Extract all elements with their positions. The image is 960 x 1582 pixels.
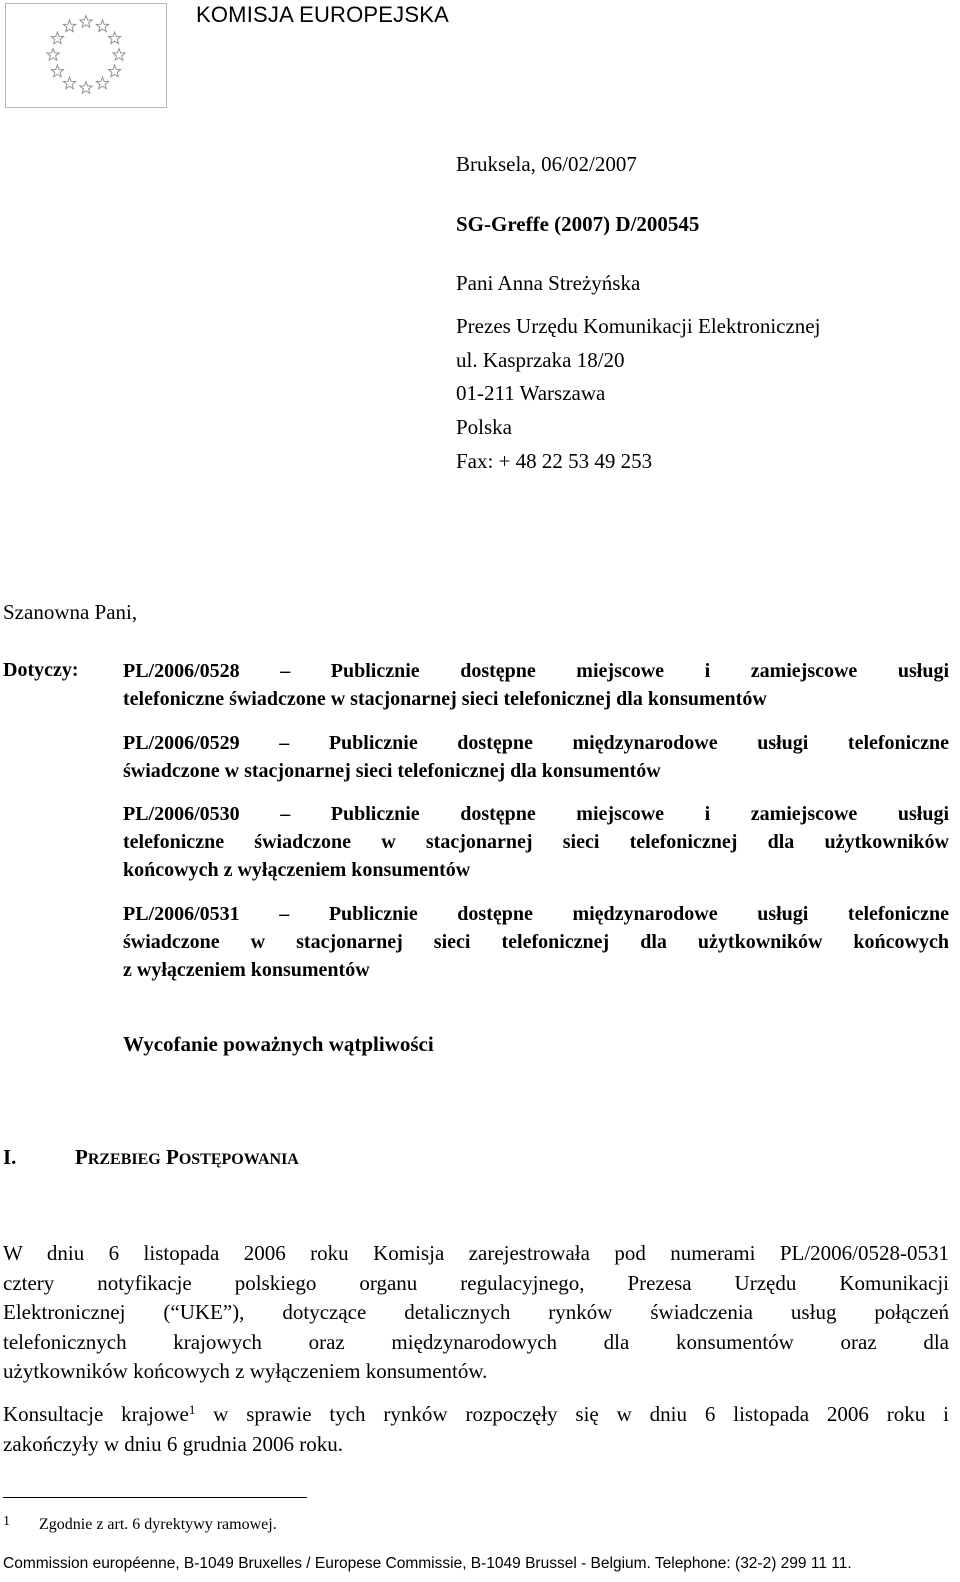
paragraph-line: zakończyły w dniu 6 grudnia 2006 roku. bbox=[3, 1431, 344, 1456]
star-icon bbox=[51, 65, 63, 77]
section-title-initial: P bbox=[75, 1145, 88, 1169]
paragraph-text: w sprawie tych rynków rozpoczęły się w dniu 6 listopada 2006 roku i bbox=[195, 1402, 949, 1426]
subject-line: telefoniczne świadczone w stacjonarnej sieci telefonicznej dla konsumentów bbox=[123, 688, 767, 710]
paragraph-line bbox=[3, 1400, 949, 1430]
paragraph-line: Elektronicznej (“UKE”), dotyczące detalicznych rynków świadczenia usług połączeń bbox=[3, 1300, 949, 1324]
paragraph-text: Konsultacje krajowe bbox=[3, 1402, 189, 1426]
recipient-name: Pani Anna Streżyńska bbox=[456, 271, 641, 295]
section-title-rest: RZEBIEG bbox=[87, 1151, 161, 1168]
recipient-street: ul. Kasprzaka 18/20 bbox=[456, 348, 625, 372]
subject-line: końcowych z wyłączeniem konsumentów bbox=[123, 859, 471, 881]
paragraph-line: cztery notyfikacje polskiego organu regulacyjnego, Prezesa Urzędu Komunikacji bbox=[3, 1270, 949, 1295]
footnote-ref[interactable]: 1 bbox=[188, 1402, 196, 1417]
body-paragraph bbox=[3, 1239, 949, 1387]
subject-line: z wyłączeniem konsumentów bbox=[123, 959, 370, 981]
subject-line: telefoniczne świadczone w stacjonarnej sieci telefonicznej dla użytkowników bbox=[123, 831, 949, 853]
subject-item bbox=[123, 900, 949, 984]
place-date: Bruksela, 06/02/2007 bbox=[456, 152, 637, 176]
salutation: Szanowna Pani, bbox=[3, 600, 138, 624]
recipient-country: Polska bbox=[456, 415, 513, 439]
footnote-text: Zgodnie z art. 6 dyrektywy ramowej. bbox=[39, 1516, 277, 1533]
body-paragraph bbox=[3, 1400, 949, 1459]
recipient-city: 01-211 Warszawa bbox=[456, 381, 606, 405]
recipient-fax: Fax: + 48 22 53 49 253 bbox=[456, 449, 653, 473]
subject-line: PL/2006/0529 – Publicznie dostępne międzynarodowe usługi telefoniczne bbox=[123, 732, 949, 754]
star-icon bbox=[51, 32, 63, 44]
paragraph-line: użytkowników końcowych z wyłączeniem konsumentów. bbox=[3, 1359, 488, 1383]
recipient-title: Prezes Urzędu Komunikacji Elektronicznej bbox=[456, 314, 821, 338]
footnote-number: 1 bbox=[3, 1514, 10, 1529]
paragraph-line: W dniu 6 listopada 2006 roku Komisja zarejestrowała pod numerami PL/2006/0528-0531 bbox=[3, 1241, 949, 1265]
star-icon bbox=[96, 20, 108, 32]
subject-item bbox=[123, 657, 949, 713]
subject-line: świadczone w stacjonarnej sieci telefonicznej dla użytkowników końcowych bbox=[123, 931, 949, 953]
section-heading bbox=[3, 1145, 299, 1170]
section-title bbox=[75, 1145, 299, 1169]
star-icon bbox=[80, 16, 92, 28]
subject-item bbox=[123, 800, 949, 884]
section-title-rest: OSTĘPOWANIA bbox=[178, 1151, 299, 1168]
reference-number: SG-Greffe (2007) D/200545 bbox=[456, 212, 700, 236]
subject-item bbox=[123, 729, 949, 785]
eu-stars-icon bbox=[6, 4, 166, 107]
subject-line: PL/2006/0528 – Publicznie dostępne miejscowe i zamiejscowe usługi bbox=[123, 660, 949, 682]
subject-line: PL/2006/0531 – Publicznie dostępne międzynarodowe usługi telefoniczne bbox=[123, 903, 949, 925]
eu-emblem-logo bbox=[5, 3, 167, 108]
subject-line: PL/2006/0530 – Publicznie dostępne miejscowe i zamiejscowe usługi bbox=[123, 803, 949, 825]
star-icon bbox=[63, 20, 75, 32]
star-icon bbox=[80, 82, 92, 94]
paragraph-line: telefonicznych krajowych oraz międzynarodowych dla konsumentów oraz dla bbox=[3, 1329, 949, 1354]
subject-label: Dotyczy: bbox=[3, 659, 79, 681]
withdrawal-heading: Wycofanie poważnych wątpliwości bbox=[123, 1032, 434, 1056]
star-icon bbox=[47, 49, 59, 61]
star-icon bbox=[96, 77, 108, 89]
footnote bbox=[3, 1514, 277, 1534]
star-icon bbox=[108, 65, 120, 77]
star-icon bbox=[113, 49, 125, 61]
star-icon bbox=[63, 77, 75, 89]
section-number: I. bbox=[3, 1145, 17, 1169]
subject-line: świadczone w stacjonarnej sieci telefonicznej dla konsumentów bbox=[123, 760, 661, 782]
section-title-initial: P bbox=[166, 1145, 179, 1169]
footnote-divider bbox=[3, 1497, 307, 1498]
page-footer: Commission européenne, B-1049 Bruxelles / Europese Commissie, B-1049 Brussel - Belgium. Telephone: (32-2) 299 11 11. bbox=[3, 1555, 852, 1572]
organization-name: KOMISJA EUROPEJSKA bbox=[196, 2, 450, 27]
star-icon bbox=[108, 32, 120, 44]
